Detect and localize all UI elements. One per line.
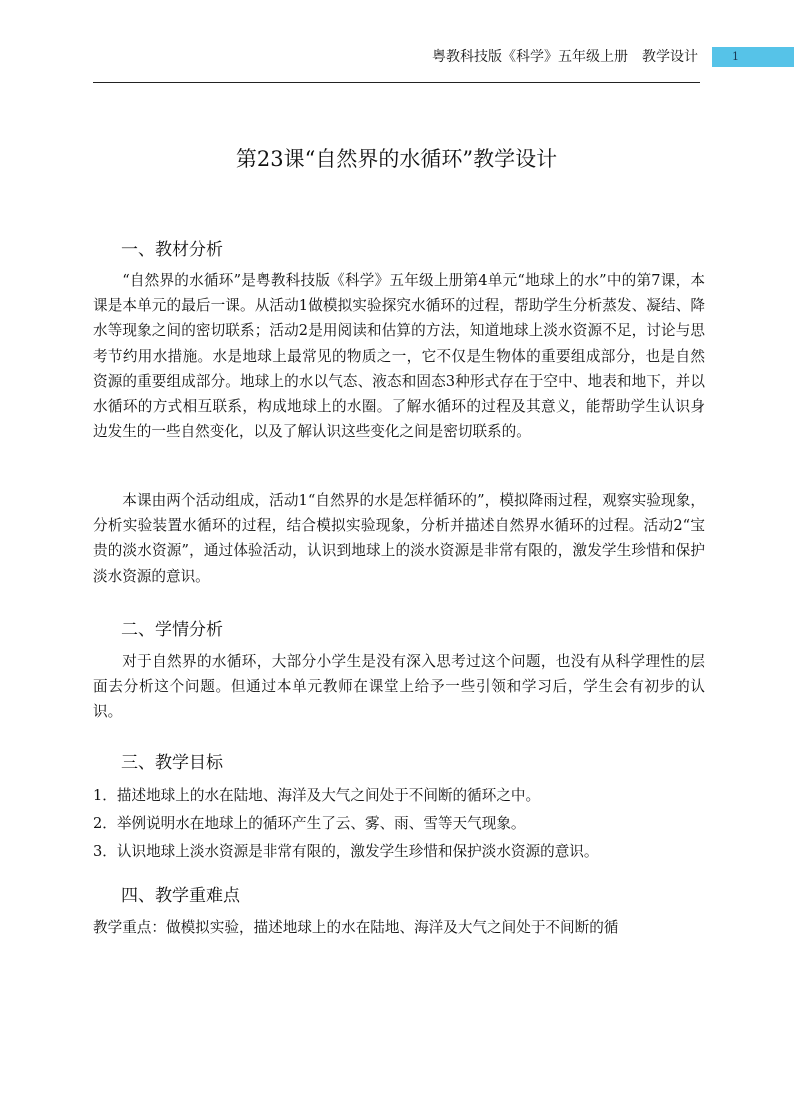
section-heading-textbook-analysis: 一、教材分析 — [121, 240, 223, 260]
page-number-badge: 1 — [712, 47, 794, 67]
paragraph-textbook-analysis-1: “自然界的水循环”是粤教科技版《科学》五年级上册第4单元“地球上的水”中的第7课，本课是本单元的最后一课。从活动1做模拟实验探究水循环的过程，帮助学生分析蒸发、凝结、降水等现象之间的密切联系；活动2是用阅读和估算的方法，知道地球上淡水资源不足，讨论与思考节约用水措施。水是地球上最常见的物质之一，它不仅是生物体的重要组成部分，也是自然资源的重要组成部分。地球上的水以气态、液态和固态3种形式存在于空中、地表和地下，并以水循环的方式相互联系，构成地球上的水圈。了解水循环的过程及其意义，能帮助学生认识身边发生的一些自然变化，以及了解认识这些变化之间是密切联系的。 — [93, 272, 705, 441]
goal-item-2: 2．举例说明水在地球上的循环产生了云、雾、雨、雪等天气现象。 — [93, 815, 526, 832]
paragraph-key-points: 教学重点：做模拟实验，描述地球上的水在陆地、海洋及大气之间处于不间断的循 — [93, 919, 619, 936]
header-text: 粤教科技版《科学》五年级上册 教学设计 — [432, 49, 698, 65]
paragraph-textbook-analysis-2: 本课由两个活动组成，活动1“自然界的水是怎样循环的”，模拟降雨过程，观察实验现象，分析实验装置水循环的过程，结合模拟实验现象，分析并描述自然界水循环的过程。活动2“宝贵的淡水资源”，通过体验活动，认识到地球上的淡水资源是非常有限的，激发学生珍惜和保护淡水资源的意识。 — [93, 492, 705, 585]
section-heading-teaching-goals: 三、教学目标 — [121, 753, 223, 773]
section-heading-student-analysis: 二、学情分析 — [121, 620, 223, 640]
goal-item-1: 1．描述地球上的水在陆地、海洋及大气之间处于不间断的循环之中。 — [93, 787, 541, 804]
document-title: 第23课“自然界的水循环”教学设计 — [235, 147, 558, 171]
header-divider — [93, 82, 700, 83]
paragraph-student-analysis: 对于自然界的水循环，大部分小学生是没有深入思考过这个问题，也没有从科学理性的层面去分析这个问题。但通过本单元教师在课堂上给予一些引领和学习后，学生会有初步的认识。 — [93, 653, 705, 721]
section-heading-key-points: 四、教学重难点 — [121, 886, 240, 906]
goal-item-3: 3．认识地球上淡水资源是非常有限的，激发学生珍惜和保护淡水资源的意识。 — [93, 843, 599, 860]
